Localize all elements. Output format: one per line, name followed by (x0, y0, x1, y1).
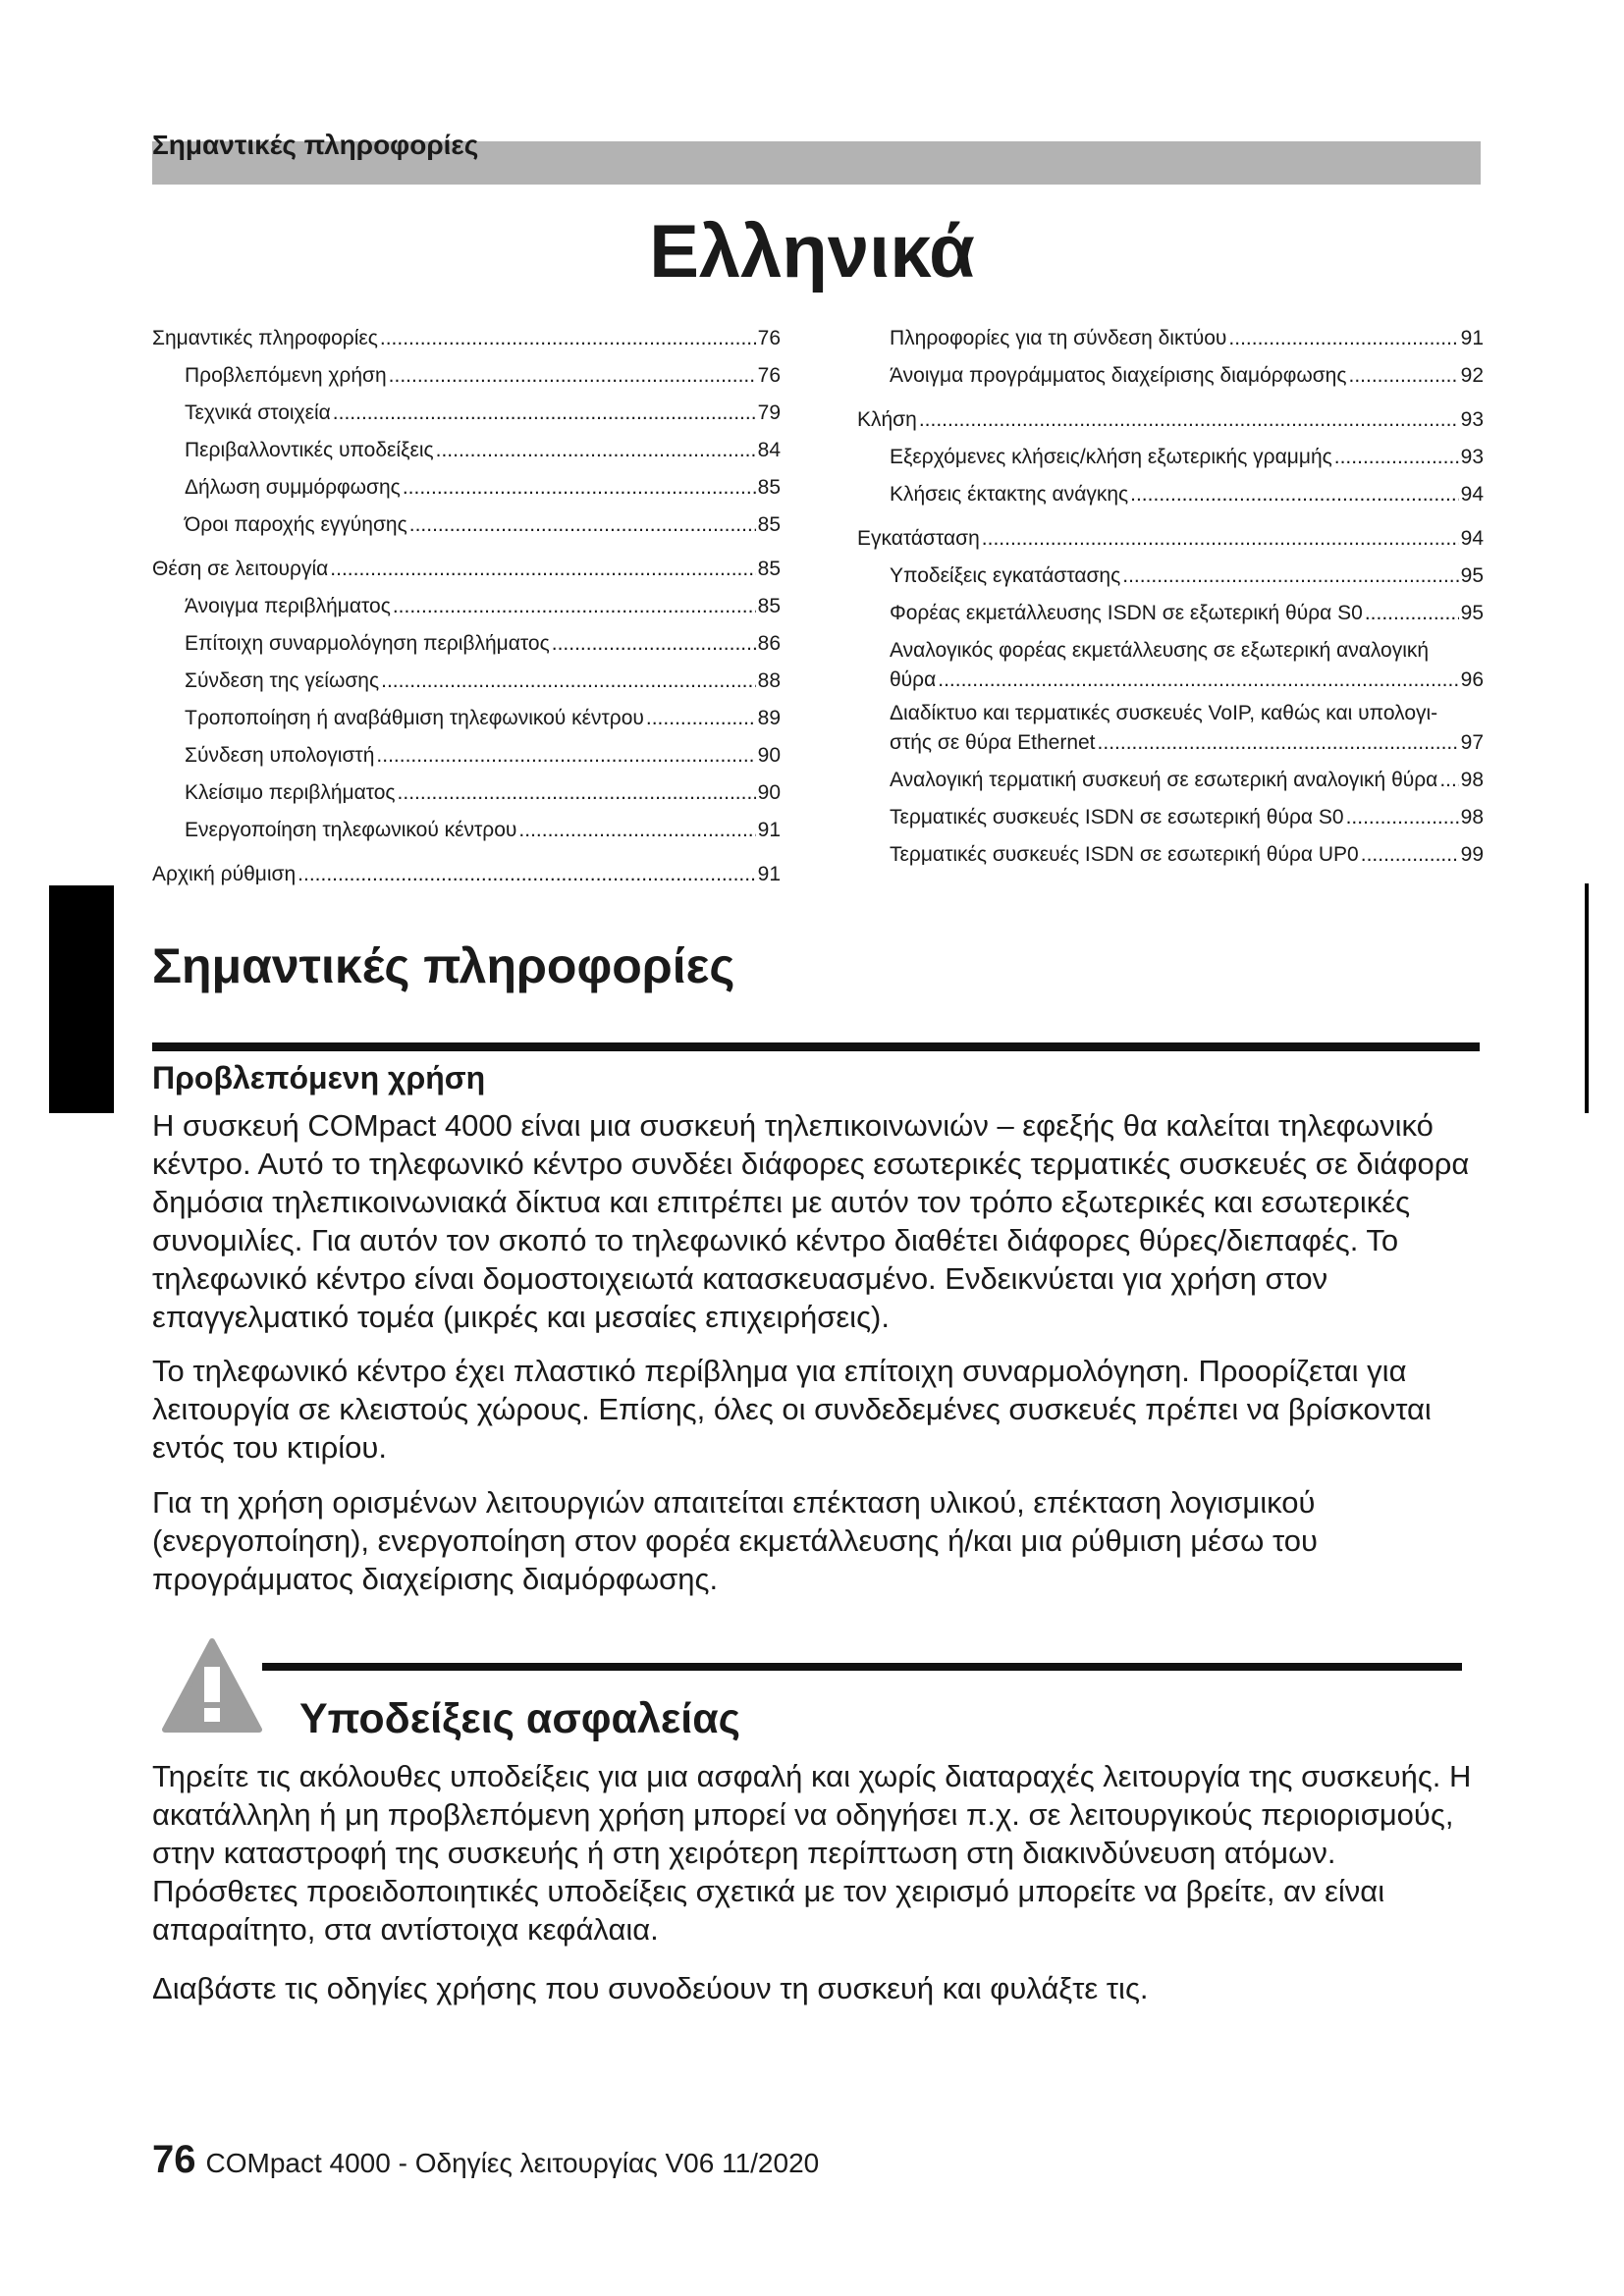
footer-text: COMpact 4000 - Οδηγίες λειτουργίας V06 11/2020 (205, 2148, 820, 2178)
toc-entry[interactable] (152, 357, 781, 395)
toc-entry-title: Σύνδεση υπολογιστή (185, 744, 375, 767)
toc-entry[interactable] (857, 520, 1484, 558)
toc-entry-page: 85 (757, 476, 781, 499)
toc-entry[interactable] (152, 551, 781, 588)
toc-dots (919, 401, 1459, 439)
toc-entry-title: Επίτοιχη συναρμολόγηση περιβλήματος (185, 632, 550, 655)
toc-dots (1346, 799, 1459, 836)
toc-entry-title: Φορέας εκμετάλλευσης ISDN σε εξωτερική θύρα S0 (890, 602, 1363, 624)
toc-entry-page: 85 (757, 595, 781, 617)
toc-entry-page: 97 (1460, 731, 1484, 754)
toc-entry[interactable] (152, 856, 781, 893)
language-title: Ελληνικά (649, 210, 975, 294)
body-paragraph: Το τηλεφωνικό κέντρο έχει πλαστικό περίβλημα για επίτοιχη συναρμολόγηση. Προορίζεται για λειτουργία σε κλειστούς χώρους. Επίσης, όλες οι συνδεδεμένες συσκευές πρέπει να βρίσκονται εντός του κτιρίου. (152, 1354, 1432, 1465)
toc-entry[interactable] (857, 799, 1484, 836)
toc-entry[interactable] (152, 625, 781, 663)
toc-entry[interactable] (857, 699, 1484, 758)
toc-entry-page: 95 (1460, 564, 1484, 587)
toc-entry-page: 91 (1460, 327, 1484, 349)
toc-entry-title: Άνοιγμα περιβλήματος (185, 595, 391, 617)
toc-entry-title: Κλήσεις έκτακτης ανάγκης (890, 483, 1129, 506)
toc-entry[interactable] (857, 401, 1484, 439)
toc-entry[interactable] (857, 476, 1484, 513)
toc-entry[interactable] (152, 588, 781, 625)
toc-entry[interactable] (857, 558, 1484, 595)
toc-dots (1439, 762, 1458, 799)
toc-dots (381, 663, 756, 700)
toc-entry-page: 94 (1460, 527, 1484, 550)
toc-entry-page: 94 (1460, 483, 1484, 506)
toc-entry-page: 79 (757, 401, 781, 424)
safety-paragraph: Τηρείτε τις ακόλουθες υποδείξεις για μια ασφαλή και χωρίς διαταραχές λειτουργία της συσκευής. Η ακατάλληλη ή μη προβλεπόμενη χρήση μπορεί να οδηγήσει π.χ. σε λειτουργικούς περιορισμούς, στην καταστροφή της συσκευής ή στη χειρότερη περίπτωση στη διακινδύνευση ατόμων. Πρόσθετες προειδοποιητικές υποδείξεις σχετικά με τον χειρισμό μπορείτε να βρείτε, αν είναι απαραίτητο, στα αντίστοιχα κεφάλαια. (152, 1759, 1472, 1947)
toc-entry-title-cont: στής σε θύρα Ethernet (890, 731, 1096, 754)
toc-dots (982, 520, 1459, 558)
warning-icon (161, 1637, 263, 1735)
toc-dots (1365, 595, 1459, 632)
toc-entry-title: Δήλωση συμμόρφωσης (185, 476, 401, 499)
body-paragraph: Η συσκευή COMpact 4000 είναι μια συσκευή τηλεπικοινωνιών – εφεξής θα καλείται τηλεφωνικό κέντρο. Αυτό το τηλεφωνικό κέντρο συνδέει διάφορες εσωτερικές τερματικές συσκευές σε διάφορα δημόσια τηλεπικοινωνιακά δίκτυα και επιτρέπει με αυτόν τον τρόπο εξωτερικές και εσωτερικές συνομιλίες. Για αυτόν τον σκοπό το τηλεφωνικό κέντρο διαθέτει διάφορες θύρες/διεπαφές. Το τηλεφωνικό κέντρο είναι δομοστοιχειωτά κατασκευασμένο. Ενδεικνύεται για χρήση στον επαγγελματικό τομέα (μικρές και μεσαίες επιχειρήσεις). (152, 1108, 1470, 1334)
toc-entry[interactable] (152, 812, 781, 849)
toc-entry-page: 90 (757, 781, 781, 804)
toc-dots (403, 469, 756, 507)
toc-entry[interactable] (152, 663, 781, 700)
toc-entry-title: Αναλογική τερματική συσκευή σε εσωτερική αναλογική θύρα (890, 769, 1438, 791)
chapter-side-tab (49, 885, 114, 1113)
page-edge-marker (1585, 883, 1589, 1113)
body-paragraph: Για τη χρήση ορισμένων λειτουργιών απαιτείται επέκταση υλικού, επέκταση λογισμικού (ενεργοποίηση), ενεργοποίηση στον φορέα εκμετάλλευσης ή/και μια ρύθμιση μέσω του προγράμματος διαχείρισης διαμόρφωσης. (152, 1485, 1318, 1596)
page-footer (152, 2138, 819, 2185)
toc-right (857, 320, 1484, 874)
toc-dots (298, 856, 755, 893)
toc-entry-title: Θέση σε λειτουργία (152, 558, 329, 580)
toc-dots (380, 320, 756, 357)
toc-dots (330, 551, 755, 588)
toc-left (152, 320, 781, 893)
toc-entry-page: 85 (757, 558, 781, 580)
safety-title: Υποδείξεις ασφαλείας (299, 1695, 741, 1742)
toc-entry-page: 86 (757, 632, 781, 655)
toc-entry-title: Τεχνικά στοιχεία (185, 401, 331, 424)
subsection-title: Προβλεπόμενη χρήση (152, 1060, 486, 1095)
toc-entry[interactable] (857, 357, 1484, 395)
toc-entry-title: Τερματικές συσκευές ISDN σε εσωτερική θύρα UP0 (890, 843, 1359, 866)
toc-entry-page: 98 (1460, 806, 1484, 828)
toc-dots (1098, 728, 1459, 758)
toc-entry-page: 89 (757, 707, 781, 729)
toc-dots (333, 395, 756, 432)
toc-entry-page: 76 (757, 364, 781, 387)
toc-entry-title: Άνοιγμα προγράμματος διαχείρισης διαμόρφωσης (890, 364, 1347, 387)
toc-entry[interactable] (857, 595, 1484, 632)
toc-entry-title: Σημαντικές πληροφορίες (152, 327, 378, 349)
toc-entry-page: 91 (757, 819, 781, 841)
toc-dots (376, 737, 755, 774)
toc-dots (389, 357, 756, 395)
toc-entry-page: 96 (1460, 668, 1484, 691)
toc-entry-page: 76 (757, 327, 781, 349)
toc-dots (1334, 439, 1459, 476)
toc-dots (646, 700, 756, 737)
toc-entry-title: Τροποποίηση ή αναβάθμιση τηλεφωνικού κέντρου (185, 707, 644, 729)
toc-entry-title: Εγκατάσταση (857, 527, 980, 550)
toc-dots (436, 432, 756, 469)
toc-entry-title: Προβλεπόμενη χρήση (185, 364, 387, 387)
toc-entry-title: Όροι παροχής εγγύησης (185, 513, 407, 536)
toc-entry-title: Περιβαλλοντικές υποδείξεις (185, 439, 434, 461)
safety-divider (262, 1663, 1462, 1671)
toc-entry-title-cont: θύρα (890, 668, 937, 691)
toc-entry[interactable] (152, 737, 781, 774)
toc-entry-page: 95 (1460, 602, 1484, 624)
toc-dots (1228, 320, 1458, 357)
safety-paragraph: Διαβάστε τις οδηγίες χρήσης που συνοδεύουν τη συσκευή και φυλάξτε τις. (152, 1971, 1149, 2005)
toc-entry-page: 99 (1460, 843, 1484, 866)
toc-entry-page: 91 (757, 863, 781, 885)
toc-dots (1122, 558, 1458, 595)
toc-entry[interactable] (152, 320, 781, 357)
toc-entry-title: Τερματικές συσκευές ISDN σε εσωτερική θύρα S0 (890, 806, 1344, 828)
toc-dots (409, 507, 756, 544)
toc-entry-page: 88 (757, 669, 781, 692)
header-section-label: Σημαντικές πληροφορίες (152, 130, 479, 160)
toc-entry-page: 85 (757, 513, 781, 536)
toc-entry-title: Πληροφορίες για τη σύνδεση δικτύου (890, 327, 1227, 349)
toc-entry[interactable] (857, 320, 1484, 357)
toc-dots (393, 588, 756, 625)
toc-entry-title: Υποδείξεις εγκατάστασης (890, 564, 1121, 587)
toc-dots (938, 666, 1458, 695)
toc-entry-title: Διαδίκτυο και τερματικές συσκευές VoIP, καθώς και υπολογι- (890, 702, 1438, 724)
toc-entry-title: Σύνδεση της γείωσης (185, 669, 380, 692)
toc-entry-title: Εξερχόμενες κλήσεις/κλήση εξωτερικής γραμμής (890, 446, 1332, 468)
toc-dots (1130, 476, 1459, 513)
toc-entry[interactable] (857, 836, 1484, 874)
toc-dots (398, 774, 756, 812)
toc-entry-title: Κλήση (857, 408, 917, 431)
toc-entry[interactable] (152, 700, 781, 737)
toc-entry-title: Αρχική ρύθμιση (152, 863, 297, 885)
toc-dots (1348, 357, 1458, 395)
toc-entry-page: 84 (757, 439, 781, 461)
toc-entry[interactable] (152, 469, 781, 507)
toc-entry-page: 93 (1460, 446, 1484, 468)
toc-entry-page: 92 (1460, 364, 1484, 387)
toc-entry[interactable] (857, 439, 1484, 476)
toc-dots (1361, 836, 1459, 874)
toc-entry[interactable] (857, 636, 1484, 695)
toc-entry[interactable] (857, 762, 1484, 799)
toc-dots (552, 625, 756, 663)
toc-entry[interactable] (152, 432, 781, 469)
toc-entry-title: Κλείσιμο περιβλήματος (185, 781, 396, 804)
page-number: 76 (152, 2138, 196, 2181)
toc-entry-page: 90 (757, 744, 781, 767)
toc-entry[interactable] (152, 507, 781, 544)
toc-dots (518, 812, 755, 849)
toc-entry-title: Ενεργοποίηση τηλεφωνικού κέντρου (185, 819, 517, 841)
toc-entry-title: Αναλογικός φορέας εκμετάλλευσης σε εξωτερική αναλογική (890, 639, 1430, 662)
section-title: Σημαντικές πληροφορίες (152, 938, 735, 993)
toc-entry[interactable] (152, 395, 781, 432)
toc-entry-page: 93 (1460, 408, 1484, 431)
section-divider (152, 1042, 1480, 1051)
toc-entry[interactable] (152, 774, 781, 812)
toc-entry-page: 98 (1460, 769, 1484, 791)
